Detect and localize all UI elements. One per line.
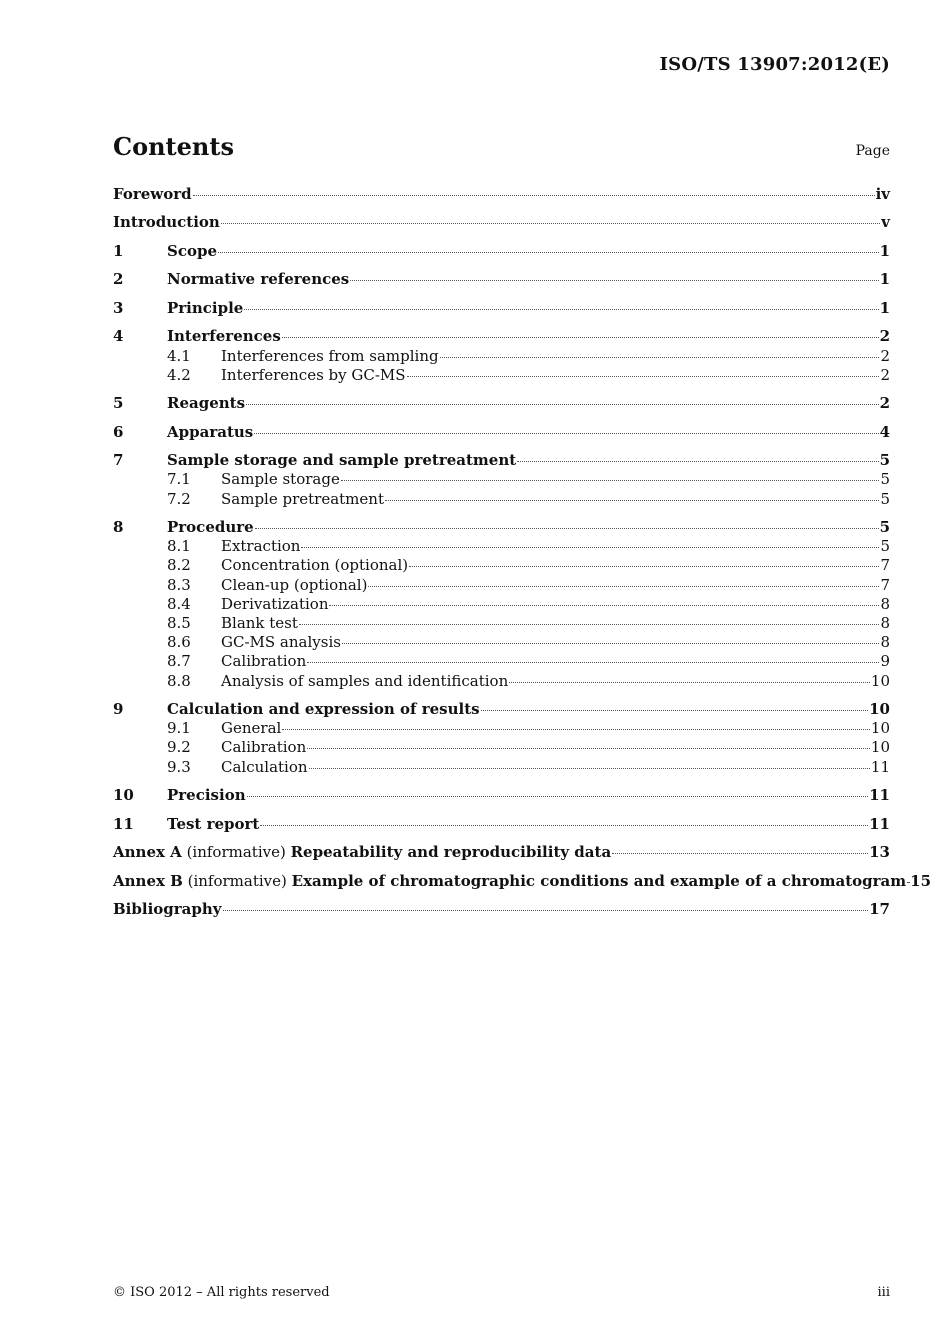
toc-page-number: 7 [880,575,890,594]
dot-leader [193,195,875,196]
dot-leader [218,252,879,253]
copyright-footer: © ISO 2012 – All rights reserved [113,1285,330,1300]
dot-leader [221,223,880,224]
toc-entry-title [113,900,222,919]
dot-leader [307,748,870,749]
toc-entry[interactable] [113,299,890,318]
toc-entry[interactable] [113,423,890,442]
dot-leader [329,605,879,606]
toc-page-number: 8 [880,594,890,613]
toc-page-number: 10 [870,671,890,690]
toc-entry[interactable] [113,843,890,862]
toc-entry-title [221,470,340,489]
toc-entry-title [221,652,306,671]
toc-title-text: Foreword [113,185,192,203]
page-number: iii [877,1285,890,1300]
toc-entry[interactable] [113,700,890,719]
toc-entry[interactable] [113,871,932,891]
toc-entry-number: 3 [113,298,124,317]
toc-title-text: Derivatization [221,594,329,613]
toc-entry[interactable] [113,900,890,919]
toc-subentry-number: 8.7 [167,652,191,671]
toc-entry[interactable] [113,451,890,470]
toc-entry-title [221,595,328,614]
toc-entry[interactable] [113,518,890,537]
toc-title-text: Normative references [167,270,350,289]
toc-title-text: General [221,719,282,738]
toc-page-number: v [881,213,890,232]
toc-entry-title [167,786,246,805]
dot-leader [350,280,878,281]
toc-entry-title [113,872,906,891]
toc-title-text: Calculation [221,757,308,776]
toc-page-number: iv [875,185,890,203]
toc-entry-title [167,423,253,442]
toc-entry[interactable] [113,815,890,834]
toc-subentry[interactable] [113,652,890,671]
toc-title-text: Analysis of samples and identification [221,671,509,690]
toc-subentry-number: 4.1 [167,346,191,365]
toc-entry-number: 6 [113,422,124,441]
toc-entry-title [113,213,220,232]
dot-leader [307,662,879,663]
toc-subentry[interactable] [113,347,890,366]
toc-subentry[interactable] [113,758,890,777]
toc-entry[interactable] [113,270,890,289]
dot-leader [246,404,879,405]
toc-subentry[interactable] [113,595,890,614]
toc-entry-title [221,576,367,595]
toc-title-text: Sample pretreatment [221,489,384,508]
toc-subentry[interactable] [113,719,890,738]
dot-leader [440,357,880,358]
dot-leader [247,796,869,797]
dot-leader [342,643,880,644]
toc-entry-title [167,270,349,289]
page-column-label: Page [855,143,890,159]
dot-leader [282,337,879,338]
toc-title-text: Test report [167,814,260,833]
toc-page-number: 11 [870,757,890,776]
toc-entry[interactable] [113,185,890,204]
toc-entry-number: 10 [113,786,134,805]
toc-subentry[interactable] [113,614,890,633]
toc-subentry-number: 8.4 [167,594,191,613]
toc-entry-title [221,347,439,366]
toc-title-text: Reagents [167,394,246,413]
dot-leader [282,729,870,730]
toc-page-number: 7 [880,556,890,575]
toc-title-text: Apparatus [167,422,254,441]
toc-page-number: 11 [869,786,890,805]
dot-leader [907,882,909,883]
toc-title-text: Sample storage [221,470,340,489]
contents-title: Contents [113,132,234,161]
toc-subentry[interactable] [113,470,890,489]
toc-page-number: 10 [869,700,890,719]
dot-leader [301,547,879,548]
toc-entry-title [167,815,259,834]
dot-leader [407,376,880,377]
dot-leader [517,461,878,462]
dot-leader [254,433,878,434]
toc-page-number: 5 [879,451,890,470]
toc-subentry[interactable] [113,537,890,556]
dot-leader [385,500,879,501]
dot-leader [244,309,878,310]
toc-page-number: 2 [880,365,890,384]
toc-entry-title [221,738,306,757]
toc-page-number: 5 [880,489,890,508]
toc-entry-title [167,518,254,537]
toc-entry[interactable] [113,394,890,413]
toc-entry-title [221,556,408,575]
toc-subentry[interactable] [113,556,890,575]
toc-subentry-number: 9.2 [167,738,191,757]
toc-page-number: 4 [879,422,890,441]
toc-entry-title [221,672,508,691]
toc-entry-title [221,633,341,652]
toc-entry-number: 8 [113,518,124,537]
table-of-contents [113,185,932,919]
toc-page-number: 17 [869,900,890,919]
toc-title-text: Scope [167,241,218,260]
toc-page-number: 9 [880,652,890,671]
toc-entry-title [221,614,298,633]
dot-leader [481,710,869,711]
toc-entry[interactable] [113,213,890,232]
toc-title-text: Calibration [221,738,307,757]
dot-leader [223,910,869,911]
dot-leader [309,768,870,769]
toc-entry[interactable] [113,327,890,346]
toc-annex-qualifier: (informative) [181,843,291,862]
toc-title-text: Precision [167,786,246,805]
toc-entry-number: 4 [113,327,124,346]
toc-title-text: Annex B [113,871,183,890]
dot-leader [509,682,870,683]
toc-subentry-number: 8.6 [167,633,191,652]
toc-subentry-number: 8.2 [167,556,191,575]
toc-subentry-number: 7.1 [167,470,191,489]
toc-page-number: 11 [869,814,890,833]
toc-page-number: 2 [879,394,890,413]
toc-page-number: 2 [879,327,890,346]
toc-page-number: 5 [880,537,890,556]
dot-leader [368,586,879,587]
toc-title-text: Procedure [167,518,254,537]
toc-subentry[interactable] [113,738,890,757]
toc-entry-title [113,843,611,862]
toc-page-number: 2 [880,346,890,365]
toc-subentry[interactable] [113,366,890,385]
toc-annex-title: Repeatability and reproducibility data [290,843,612,862]
toc-subentry[interactable] [113,490,890,509]
toc-page-number: 5 [880,470,890,489]
toc-subentry[interactable] [113,633,890,652]
toc-title-text: Blank test [221,614,298,633]
toc-page-number: 15 [910,871,932,890]
dot-leader [341,480,880,481]
toc-page-number: 5 [879,518,890,537]
toc-entry-number: 2 [113,270,124,289]
toc-entry-title [221,537,300,556]
toc-entry-title [221,719,281,738]
toc-page-number: 10 [870,738,890,757]
toc-entry-title [167,242,217,261]
toc-entry-title [221,490,384,509]
toc-title-text: Clean-up (optional) [221,575,368,594]
dot-leader [409,566,879,567]
toc-annex-title: Example of chromatographic conditions and example of a chromatogram [291,871,907,890]
toc-subentry-number: 8.8 [167,671,191,690]
dot-leader [255,528,879,529]
toc-entry-number: 11 [113,814,134,833]
toc-entry-title [167,327,281,346]
toc-page-number: 1 [879,241,890,260]
toc-entry-title [221,366,406,385]
toc-subentry-number: 8.3 [167,575,191,594]
toc-subentry-number: 7.2 [167,489,191,508]
dot-leader [299,624,880,625]
toc-subentry-number: 4.2 [167,365,191,384]
toc-page-number: 13 [869,843,890,862]
toc-title-text: Interferences by GC-MS [221,365,406,384]
toc-title-text: Introduction [113,213,220,232]
toc-entry[interactable] [113,786,890,805]
toc-annex-qualifier: (informative) [182,871,292,890]
toc-subentry[interactable] [113,576,890,595]
toc-title-text: Principle [167,298,244,317]
toc-page-number: 1 [879,270,890,289]
toc-entry-title [167,394,245,413]
toc-page-number: 8 [880,614,890,633]
toc-subentry[interactable] [113,672,890,691]
toc-subentry-number: 8.1 [167,537,191,556]
toc-title-text: Extraction [221,537,301,556]
toc-entry-title [167,700,480,719]
toc-subentry-number: 9.3 [167,757,191,776]
toc-entry[interactable] [113,242,890,261]
toc-page-number: 8 [880,633,890,652]
toc-title-text: Concentration (optional) [221,556,409,575]
toc-title-text: Annex A [113,843,182,862]
toc-entry-number: 7 [113,451,124,470]
dot-leader [260,825,868,826]
toc-title-text: Interferences [167,327,281,346]
toc-title-text: Calibration [221,652,307,671]
toc-entry-title [167,451,516,470]
toc-title-text: Sample storage and sample pretreatment [167,451,517,470]
toc-entry-title [113,185,192,204]
toc-page-number: 10 [870,719,890,738]
toc-page-number: 1 [879,298,890,317]
dot-leader [612,853,868,854]
toc-entry-number: 9 [113,700,124,719]
toc-entry-title [221,758,308,777]
toc-title-text: Bibliography [113,900,222,919]
toc-entry-number: 1 [113,241,124,260]
toc-entry-number: 5 [113,394,124,413]
toc-subentry-number: 8.5 [167,614,191,633]
toc-title-text: Interferences from sampling [221,346,439,365]
toc-title-text: Calculation and expression of results [167,700,480,719]
toc-entry-title [167,299,243,318]
toc-title-text: GC-MS analysis [221,633,341,652]
document-id: ISO/TS 13907:2012(E) [659,54,890,75]
toc-subentry-number: 9.1 [167,719,191,738]
